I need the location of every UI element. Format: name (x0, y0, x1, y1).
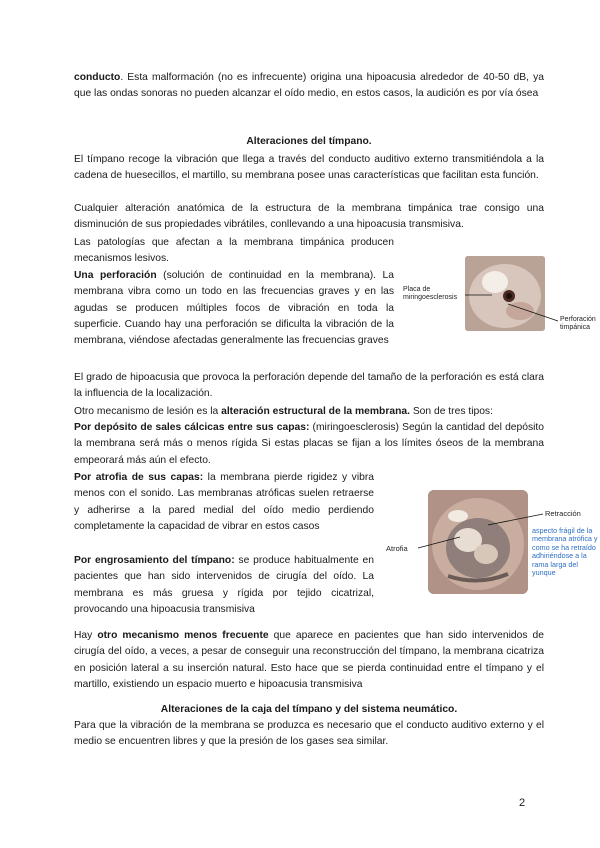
thickening-text: se produce habitualmente en pacientes que han sido intervenidos de cirugía del oído. La membrana es más gruesa y rígida por tejido cicatrizal, provocando una hipoacusia transmisiva (74, 555, 374, 615)
figure1-label-perforation: Perforación timpánica (560, 316, 596, 331)
perforation-paragraph (74, 268, 394, 349)
intro-lead: conducto (74, 72, 121, 83)
figure1-arrows (440, 285, 560, 325)
figure2-arrows (410, 505, 545, 565)
calcium-lead: Por depósito de sales cálcicas entre sus capas: (74, 422, 310, 433)
atrophy-text: la membrana pierde rigidez y vibra menos con el sonido. Las membranas atróficas suelen retraerse y adherirse a la pared medial del oído medio perdiendo completamente la capacidad de vibrar en estos casos (74, 472, 374, 532)
intro-text: . Esta malformación (no es infrecuente) origina una hipoacusia alrededor de 40-50 dB, ya que las ondas sonoras no pueden alcanzar el oído medio, en estos casos, la audición es por vía ósea (74, 72, 544, 100)
thickening-lead: Por engrosamiento del tímpano: (74, 555, 235, 566)
other-text-a: Hay (74, 630, 98, 641)
section1-paragraph-6 (74, 404, 544, 420)
p6-text-a: Otro mecanismo de lesión es la (74, 406, 222, 417)
section1-paragraph-2: Cualquier alteración anatómica de la estructura de la membrana timpánica trae consigo una disminución de sus propiedades vibrátiles, conllevando a una hipoacusia transmisiva. (74, 203, 544, 231)
calcium-text: (miringoesclerosis) Según la cantidad del depósito la membrana será más o menos rígida Si estas placas se fijan a los límites óseos de la membrana empeorará más aún el efecto. (74, 422, 545, 466)
perforation-text: (solución de continuidad en la membrana). La membrana vibra como un todo en las frecuencias graves y en las agudas se producen múltiples focos de vibración en toda la superficie. Cuando hay una perforación se dificulta la vibración de la membrana, viéndose afectadas generalmente las frecuencias graves (74, 270, 394, 347)
figure2-label-retraction: Retracción (545, 509, 581, 518)
other-mechanism-paragraph (74, 628, 544, 693)
section1-paragraph-3: Las patologías que afectan a la membrana timpánica producen mecanismos lesivos. (74, 237, 394, 265)
section2-paragraph-1: Para que la vibración de la membrana se produzca es necesario que el conducto auditivo externo y el medio se encuentren libres y que la presión de los gases sea similar. (74, 720, 544, 748)
section2-heading: Alteraciones de la caja del tímpano y del sistema neumático. (160, 704, 458, 715)
p6-text-c: Son de tres tipos: (409, 406, 493, 417)
other-text-b: otro mecanismo menos frecuente (97, 630, 269, 641)
figure2-label-atrophy: Atrofia (386, 544, 408, 553)
section1-heading: Alteraciones del tímpano. (246, 136, 372, 147)
figure1-label-plaque: Placa de miringoesclerosis (403, 286, 458, 301)
atrophy-lead: Por atrofia de sus capas: (74, 472, 204, 483)
other-text-c: que aparece en pacientes que han sido intervenidos de cirugía del oído, a veces, a pesar de conseguir una reconstrucción del tímpano, la membrana cicatriza en posición lateral a su inserción natural. Esto hace que se pierda continuidad entre el tímpano y el martillo, existiendo un espacio muerto e hipoacusia transmisiva (74, 630, 544, 690)
calcium-paragraph (74, 420, 544, 469)
section1-paragraph-1: El tímpano recoge la vibración que llega a través del conducto auditivo externo transmitiéndola a la cadena de huesecillos, el martillo, su membrana posee unas características que facilitan esta función. (74, 154, 544, 182)
atrophy-paragraph (74, 470, 374, 535)
section1-paragraph-5: El grado de hipoacusia que provoca la perforación depende del tamaño de la perforación es está clara la influencia de la localización. (74, 372, 544, 400)
thickening-paragraph (74, 553, 374, 618)
figure2-note: aspecto frágil de la membrana atrófica y como se ha retraído adhiriéndose a la rama larga del yunque (532, 526, 598, 578)
intro-paragraph (74, 70, 544, 103)
page-number: 2 (519, 797, 526, 809)
p6-text-b: alteración estructural de la membrana. (221, 406, 410, 417)
perforation-lead: Una perforación (74, 270, 157, 281)
